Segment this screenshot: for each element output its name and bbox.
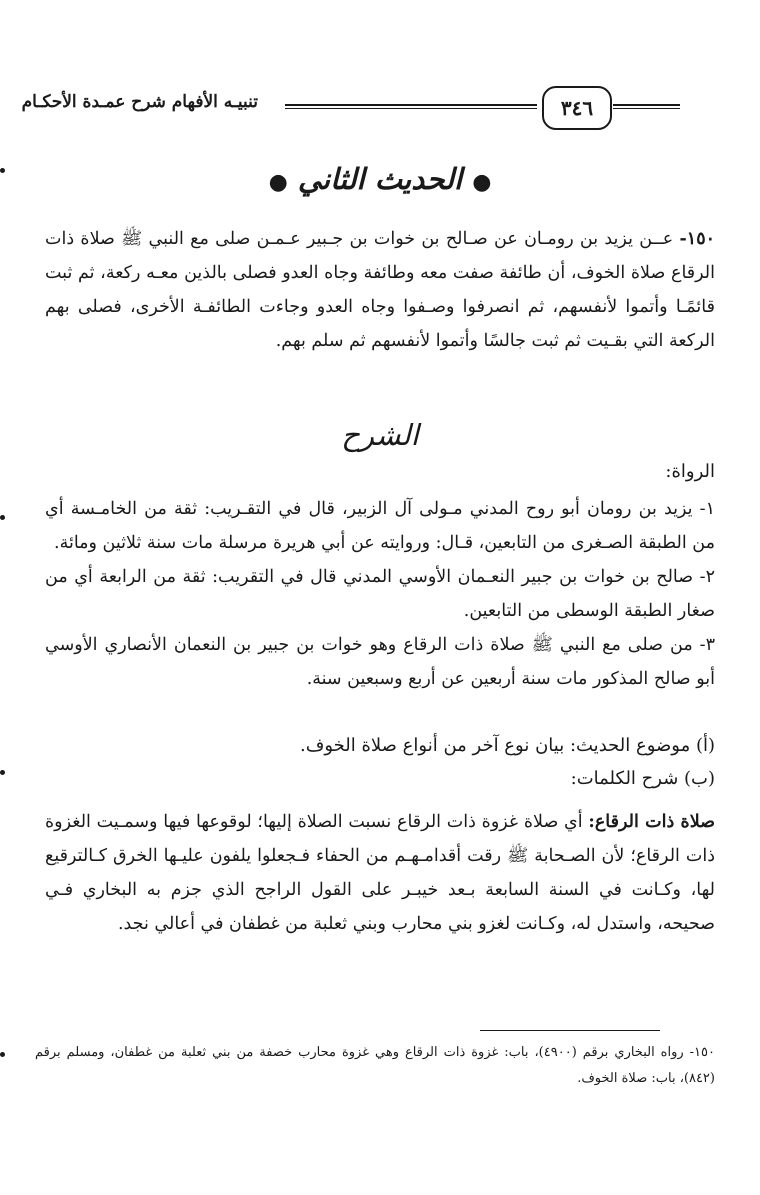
header-rule-left (285, 104, 537, 109)
hadith-heading-text: الحديث الثاني (297, 162, 463, 196)
book-title: تنبيـه الأفهام شرح عمـدة الأحكـام (21, 92, 258, 112)
hadith-topic: (أ) موضوع الحديث: بيان نوع آخر من أنواع صلاة الخوف. (300, 735, 715, 756)
hadith-heading (0, 162, 760, 196)
narrator-item: ٣- من صلى مع النبي ﷺ صلاة ذات الرقاع وهو خوات بن جبير بن النعمان الأنصاري الأوسي أبو صالح المذكور مات سنة أربعين عن أربع وسبعين سنة. (45, 635, 715, 689)
hadith-text: عــن يزيد بن رومـان عن صـالح بن خوات بن جـبير عـمـن صلى مع النبي ﷺ صلاة ذات الرقاع صلاة الخوف، أن طائفة صفت معه وطائفة وجاه العدو فصلى بالذين معـه ركعة، ثم ثبت قائمًـا وأتموا لأنفسهم، ثم انصرفوا وصـفوا وجاه العدو وجاءت الطائفـة الأخرى، فصلى بهم الركعة التي بقـيت ثم ثبت جالسًا وأتموا لأنفسهم ثم سلم بهم. (45, 229, 715, 351)
footnote-rule (480, 1030, 660, 1031)
narrator-item: ٢- صالح بن خوات بن جبير النعـمان الأوسي المدني قال في التقريب: ثقة من الرابعة أي من صغار الطبقة الوسطى من التابعين. (45, 567, 715, 621)
word-term: صلاة ذات الرقاع: (588, 812, 716, 832)
sharh-heading: الشرح (341, 418, 419, 452)
hadith-body (45, 222, 715, 358)
margin-mark (0, 770, 5, 775)
narrators-list (45, 492, 715, 696)
word-explanation-text: أي صلاة غزوة ذات الرقاع نسبت الصلاة إليها؛ لوقوعها فيها وسمـيت الغزوة ذات الرقاع؛ لأن الصـحابة ﷺ رقت أقدامـهـم من الحفاء فـجعلوا يلفون عليـها الخرق كـالترقيع لها، وكـانت في السنة السابعة بـعد خيبـر على القول الراجح الذي جزم به البخاري فـي صحيحه، واستدل له، وكـانت لغزو بني محارب وبني ثعلبة من غطفان في أعالي نجد. (45, 812, 715, 934)
narrators-label: الرواة: (665, 461, 715, 482)
bullet-icon: ● (472, 169, 492, 195)
footnote: ١٥٠- رواه البخاري برقم (٤٩٠٠)، باب: غزوة ذات الرقاع وهي غزوة محارب خصفة من بني ثعلبة من غطفان، ومسلم برقم (٨٤٢)، باب: صلاة الخوف. (35, 1045, 715, 1086)
header-rule-right (613, 104, 680, 109)
words-explanation (45, 805, 715, 941)
page-header (21, 84, 720, 132)
words-label: (ب) شرح الكلمات: (570, 768, 715, 789)
page-number: ٣٤٦ (542, 86, 612, 130)
narrator-item: ١- يزيد بن رومان أبو روح المدني مـولى آل الزبير، قال في التقـريب: ثقة من الخامـسة أي من الطبقة الصـغرى من التابعين، قـال: وروايته عن أبي هريرة مرسلة مات سنة ثلاثين ومائة. (45, 499, 715, 553)
hadith-number: ١٥٠- (679, 229, 715, 249)
margin-mark (0, 515, 5, 520)
bullet-icon: ● (268, 169, 288, 195)
margin-mark (0, 168, 5, 173)
margin-mark (0, 1052, 5, 1057)
